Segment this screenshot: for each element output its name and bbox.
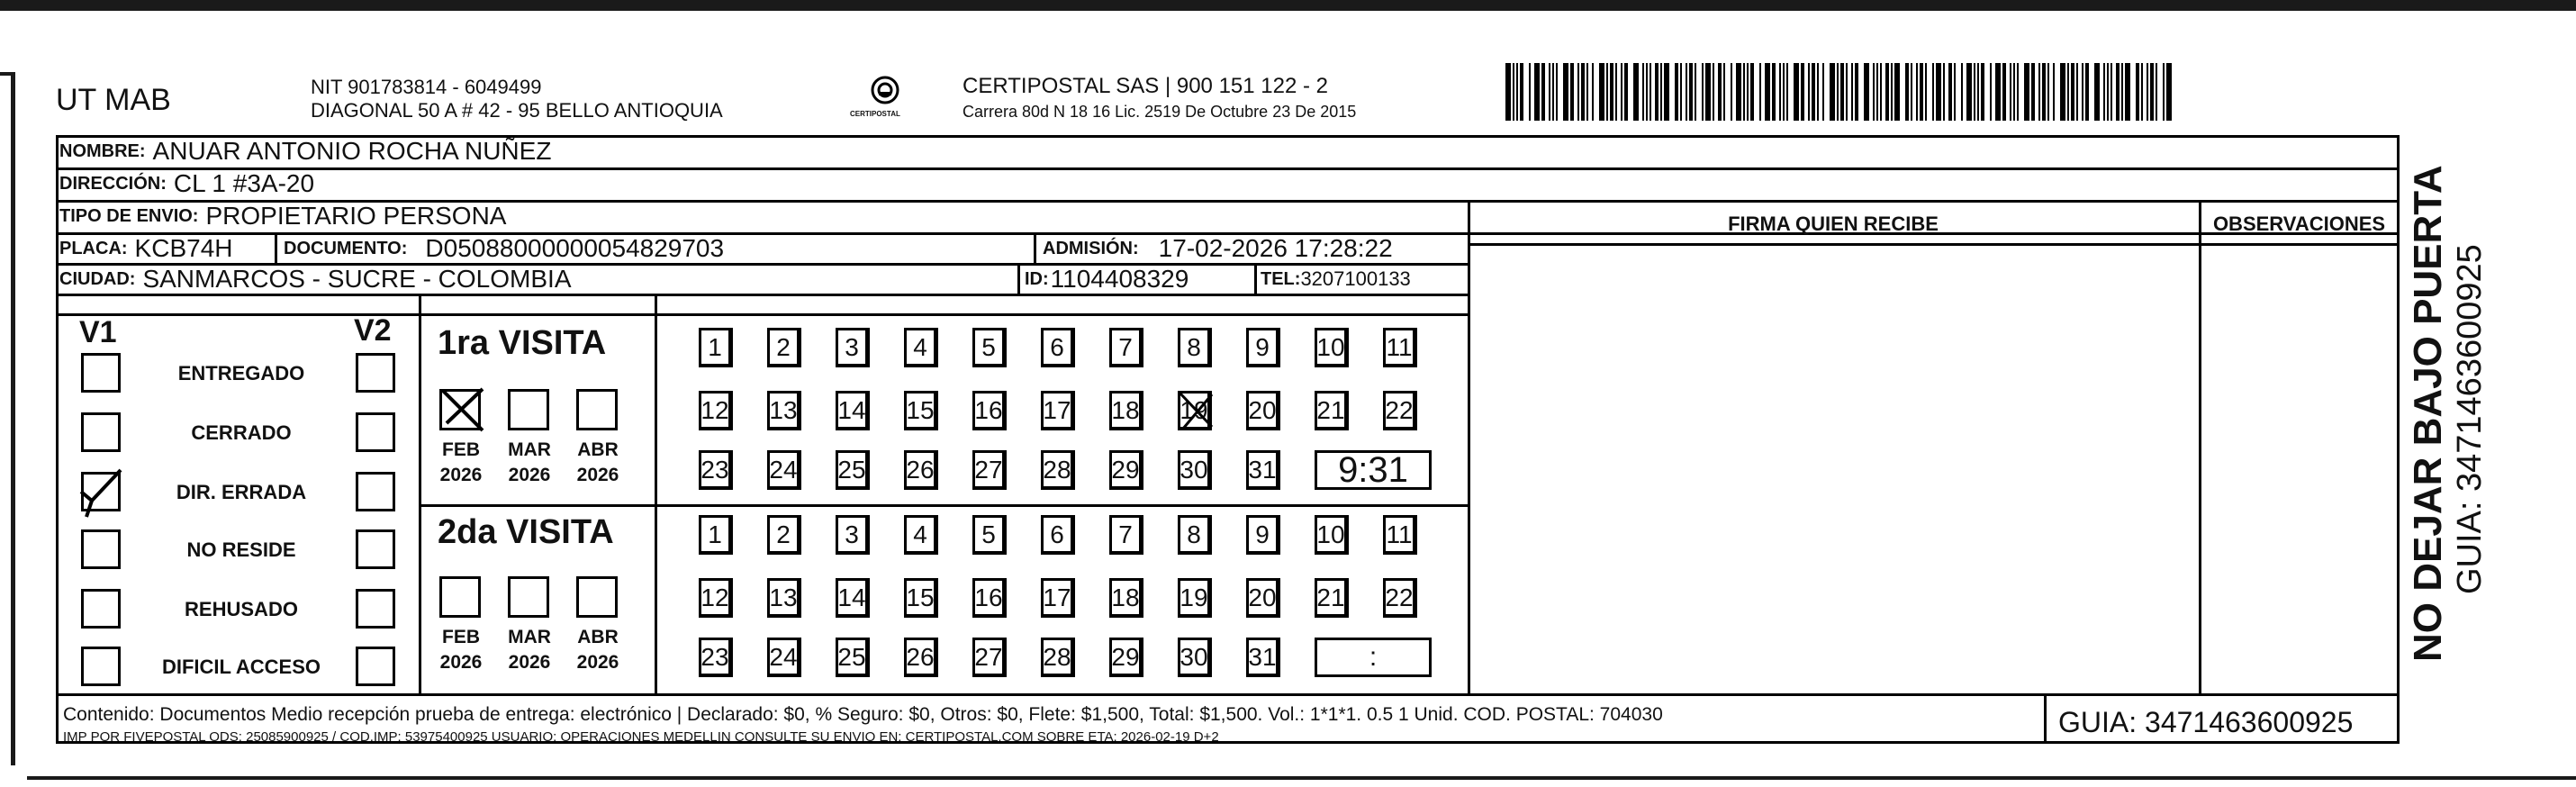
month-year: 2026 xyxy=(576,465,619,485)
left-bracket xyxy=(11,72,15,765)
day-box[interactable]: 1 xyxy=(699,515,733,555)
month-name: FEB xyxy=(442,439,480,460)
id-divider xyxy=(1017,263,1020,294)
ciudad-label: CIUDAD: xyxy=(59,268,136,289)
header-underline xyxy=(1468,243,2400,246)
footer-contents: Contenido: Documentos Medio recepción prueba de entrega: electrónico | Declarado: $0, % Seguro: $0, Otros: $0, Flete: $1,500, Total: $1,500. Vol.: 1*1*1. 0.5 1 Unid. COD. POSTAL: 704030 xyxy=(63,704,1663,725)
direccion-label: DIRECCIÓN: xyxy=(59,173,167,194)
month-label xyxy=(504,625,555,675)
month-name: ABR xyxy=(577,439,619,460)
status-divider xyxy=(419,294,421,693)
day-box[interactable]: 31 xyxy=(1246,638,1280,677)
barcode xyxy=(1505,63,2181,121)
day-box[interactable]: 15 xyxy=(904,391,938,430)
day-box[interactable]: 19 xyxy=(1178,391,1212,430)
day-box[interactable]: 10 xyxy=(1315,515,1349,555)
tel-value: 3207100133 xyxy=(1300,267,1411,290)
nombre-label: NOMBRE: xyxy=(59,140,146,161)
v2-checkbox[interactable] xyxy=(356,412,395,452)
v2-checkbox[interactable] xyxy=(356,589,395,629)
v2-checkbox[interactable] xyxy=(356,647,395,686)
month-checkbox[interactable] xyxy=(508,389,549,430)
v2-checkbox[interactable] xyxy=(356,529,395,569)
side-warning: NO DEJAR BAJO PUERTA xyxy=(2406,165,2450,662)
month-checkbox[interactable] xyxy=(576,389,618,430)
day-box[interactable]: 14 xyxy=(836,578,870,618)
day-box[interactable]: 8 xyxy=(1178,515,1212,555)
company-address: DIAGONAL 50 A # 42 - 95 BELLO ANTIOQUIA xyxy=(311,99,723,122)
day-box[interactable]: 28 xyxy=(1041,450,1075,490)
visit1-title: 1ra VISITA xyxy=(438,324,607,362)
day-box[interactable]: 27 xyxy=(972,450,1007,490)
v1-checkbox[interactable] xyxy=(81,589,121,629)
day-box[interactable]: 26 xyxy=(904,450,938,490)
status-label: CERRADO xyxy=(191,421,292,444)
day-box[interactable]: 9 xyxy=(1246,515,1280,555)
id-value: 1104408329 xyxy=(1050,265,1189,293)
day-box[interactable]: 10 xyxy=(1315,328,1349,367)
month-name: MAR xyxy=(508,627,551,647)
day-box[interactable]: 13 xyxy=(767,578,801,618)
logo-caption: CERTIPOSTAL xyxy=(850,110,900,118)
day-box[interactable]: 2 xyxy=(767,328,801,367)
admision-divider xyxy=(1034,232,1036,263)
day-box[interactable]: 6 xyxy=(1041,328,1075,367)
status-label: ENTREGADO xyxy=(177,362,305,384)
status-label: NO RESIDE xyxy=(186,538,296,561)
visit-divider xyxy=(419,504,1468,507)
day-box[interactable]: 31 xyxy=(1246,450,1280,490)
day-box[interactable]: 17 xyxy=(1041,391,1075,430)
month-name: ABR xyxy=(577,627,619,647)
day-box[interactable]: 11 xyxy=(1383,515,1417,555)
firma-column-divider xyxy=(1468,200,1470,693)
direccion-row xyxy=(59,167,314,200)
v1-checkbox[interactable] xyxy=(81,353,121,393)
month-year: 2026 xyxy=(439,465,483,485)
top-border xyxy=(0,0,2576,11)
day-box[interactable]: 4 xyxy=(904,328,938,367)
day-box[interactable]: 22 xyxy=(1383,578,1417,618)
day-box[interactable]: 20 xyxy=(1246,391,1280,430)
day-box[interactable]: 24 xyxy=(767,450,801,490)
day-box[interactable]: 2 xyxy=(767,515,801,555)
day-box[interactable]: 21 xyxy=(1315,578,1349,618)
admision-value: 17-02-2026 17:28:22 xyxy=(1158,234,1393,262)
status-label: DIFICIL ACCESO xyxy=(161,656,321,678)
day-box[interactable]: 24 xyxy=(767,638,801,677)
day-box[interactable]: 14 xyxy=(836,391,870,430)
month-label xyxy=(504,438,555,488)
day-box[interactable]: 18 xyxy=(1109,578,1143,618)
month-name: FEB xyxy=(442,627,480,647)
day-box[interactable]: 22 xyxy=(1383,391,1417,430)
firma-header: FIRMA QUIEN RECIBE xyxy=(1728,213,1939,235)
day-box[interactable]: 5 xyxy=(972,515,1007,555)
tel-row xyxy=(1261,263,1411,295)
v1-check-mark-icon xyxy=(74,465,128,519)
company-nit: NIT 901783814 - 6049499 xyxy=(311,76,542,98)
row-divider xyxy=(56,313,1468,316)
day-box[interactable]: 23 xyxy=(699,450,733,490)
v1-checkbox[interactable] xyxy=(81,412,121,452)
day-box[interactable]: 12 xyxy=(699,578,733,618)
month-label xyxy=(573,438,623,488)
month-check-mark-icon xyxy=(438,384,488,434)
certipostal-logo-icon xyxy=(845,72,926,126)
obs-column-divider xyxy=(2199,200,2201,693)
day-box[interactable]: 1 xyxy=(699,328,733,367)
calendar-divider xyxy=(655,294,657,693)
id-label: ID: xyxy=(1025,268,1049,289)
ciudad-value: SANMARCOS - SUCRE - COLOMBIA xyxy=(142,265,572,293)
day-box[interactable]: 13 xyxy=(767,391,801,430)
row-divider xyxy=(56,167,2400,170)
day-cross-mark-icon xyxy=(1176,387,1216,432)
tipo-row xyxy=(59,200,506,232)
status-label: DIR. ERRADA xyxy=(176,481,307,503)
day-box[interactable]: 26 xyxy=(904,638,938,677)
placa-row xyxy=(59,232,232,265)
footer-guia: GUIA: 3471463600925 xyxy=(2058,706,2354,738)
visit-time-box[interactable]: 9:31 xyxy=(1315,450,1432,490)
documento-label: DOCUMENTO: xyxy=(284,238,408,258)
visit2-title: 2da VISITA xyxy=(438,513,614,551)
tel-divider xyxy=(1254,263,1257,294)
nombre-row xyxy=(59,135,551,167)
month-year: 2026 xyxy=(508,652,551,673)
id-row xyxy=(1025,263,1189,295)
company-name: UT MAB xyxy=(56,83,171,117)
month-label xyxy=(573,625,623,675)
v1-checkbox[interactable] xyxy=(81,647,121,686)
day-box[interactable]: 11 xyxy=(1383,328,1417,367)
v1-header: V1 xyxy=(79,315,117,349)
day-box[interactable]: 23 xyxy=(699,638,733,677)
month-name: MAR xyxy=(508,439,551,460)
day-box[interactable]: 5 xyxy=(972,328,1007,367)
month-checkbox[interactable] xyxy=(508,576,549,618)
carrier-address: Carrera 80d N 18 16 Lic. 2519 De Octubre 23 De 2015 xyxy=(963,103,1357,121)
status-label: REHUSADO xyxy=(185,598,298,620)
visit-time-box[interactable]: : xyxy=(1315,638,1432,677)
day-box[interactable]: 16 xyxy=(972,391,1007,430)
placa-value: KCB74H xyxy=(134,234,233,262)
admision-row xyxy=(1043,232,1393,265)
v1-checkbox[interactable] xyxy=(81,529,121,569)
month-label xyxy=(436,625,486,675)
day-box[interactable]: 18 xyxy=(1109,391,1143,430)
placa-label: PLACA: xyxy=(59,238,128,258)
day-box[interactable]: 6 xyxy=(1041,515,1075,555)
side-guia: GUIA: 3471463600925 xyxy=(2451,244,2489,594)
v2-header: V2 xyxy=(354,313,392,348)
v2-checkbox[interactable] xyxy=(356,353,395,393)
placa-divider xyxy=(275,232,277,263)
day-box[interactable]: 29 xyxy=(1109,638,1143,677)
month-year: 2026 xyxy=(508,465,551,485)
day-box[interactable]: 20 xyxy=(1246,578,1280,618)
observaciones-header: OBSERVACIONES xyxy=(2212,213,2386,235)
day-box[interactable]: 15 xyxy=(904,578,938,618)
day-box[interactable]: 7 xyxy=(1109,328,1143,367)
tipo-label: TIPO DE ENVIO: xyxy=(59,205,199,226)
day-box[interactable]: 3 xyxy=(836,328,870,367)
direccion-value: CL 1 #3A-20 xyxy=(173,169,315,197)
day-box[interactable]: 16 xyxy=(972,578,1007,618)
documento-value: D05088000000054829703 xyxy=(425,234,725,262)
day-box[interactable]: 30 xyxy=(1178,450,1212,490)
footer-printed: IMP POR FIVEPOSTAL ODS: 25085900925 / COD.IMP: 53975400925 USUARIO: OPERACIONES MEDELLIN CONSULTE SU ENVIO EN: CERTIPOSTAL.COM SOBRE ETA: 2026-02-19 D+2 xyxy=(63,729,1219,745)
day-box[interactable]: 25 xyxy=(836,638,870,677)
month-checkbox[interactable] xyxy=(576,576,618,618)
v2-checkbox[interactable] xyxy=(356,472,395,511)
day-box[interactable]: 29 xyxy=(1109,450,1143,490)
month-label xyxy=(436,438,486,488)
day-box[interactable]: 17 xyxy=(1041,578,1075,618)
day-box[interactable]: 21 xyxy=(1315,391,1349,430)
row-divider xyxy=(56,693,2400,696)
admision-label: ADMISIÓN: xyxy=(1043,238,1139,258)
guia-footer-divider xyxy=(2044,693,2047,744)
month-year: 2026 xyxy=(439,652,483,673)
bottom-border xyxy=(27,776,2576,780)
ciudad-row xyxy=(59,263,572,295)
day-box[interactable]: 9 xyxy=(1246,328,1280,367)
day-box[interactable]: 30 xyxy=(1178,638,1212,677)
nombre-value: ANUAR ANTONIO ROCHA NUÑEZ xyxy=(152,137,552,165)
day-box[interactable]: 3 xyxy=(836,515,870,555)
month-checkbox[interactable] xyxy=(439,576,481,618)
day-box[interactable]: 8 xyxy=(1178,328,1212,367)
month-year: 2026 xyxy=(576,652,619,673)
day-box[interactable]: 28 xyxy=(1041,638,1075,677)
documento-row xyxy=(284,232,724,265)
day-box[interactable]: 25 xyxy=(836,450,870,490)
day-box[interactable]: 19 xyxy=(1178,578,1212,618)
tel-label: TEL: xyxy=(1261,268,1301,289)
carrier-name: CERTIPOSTAL SAS | 900 151 122 - 2 xyxy=(963,74,1328,98)
day-box[interactable]: 27 xyxy=(972,638,1007,677)
tipo-value: PROPIETARIO PERSONA xyxy=(205,202,507,230)
day-box[interactable]: 12 xyxy=(699,391,733,430)
day-box[interactable]: 7 xyxy=(1109,515,1143,555)
day-box[interactable]: 4 xyxy=(904,515,938,555)
